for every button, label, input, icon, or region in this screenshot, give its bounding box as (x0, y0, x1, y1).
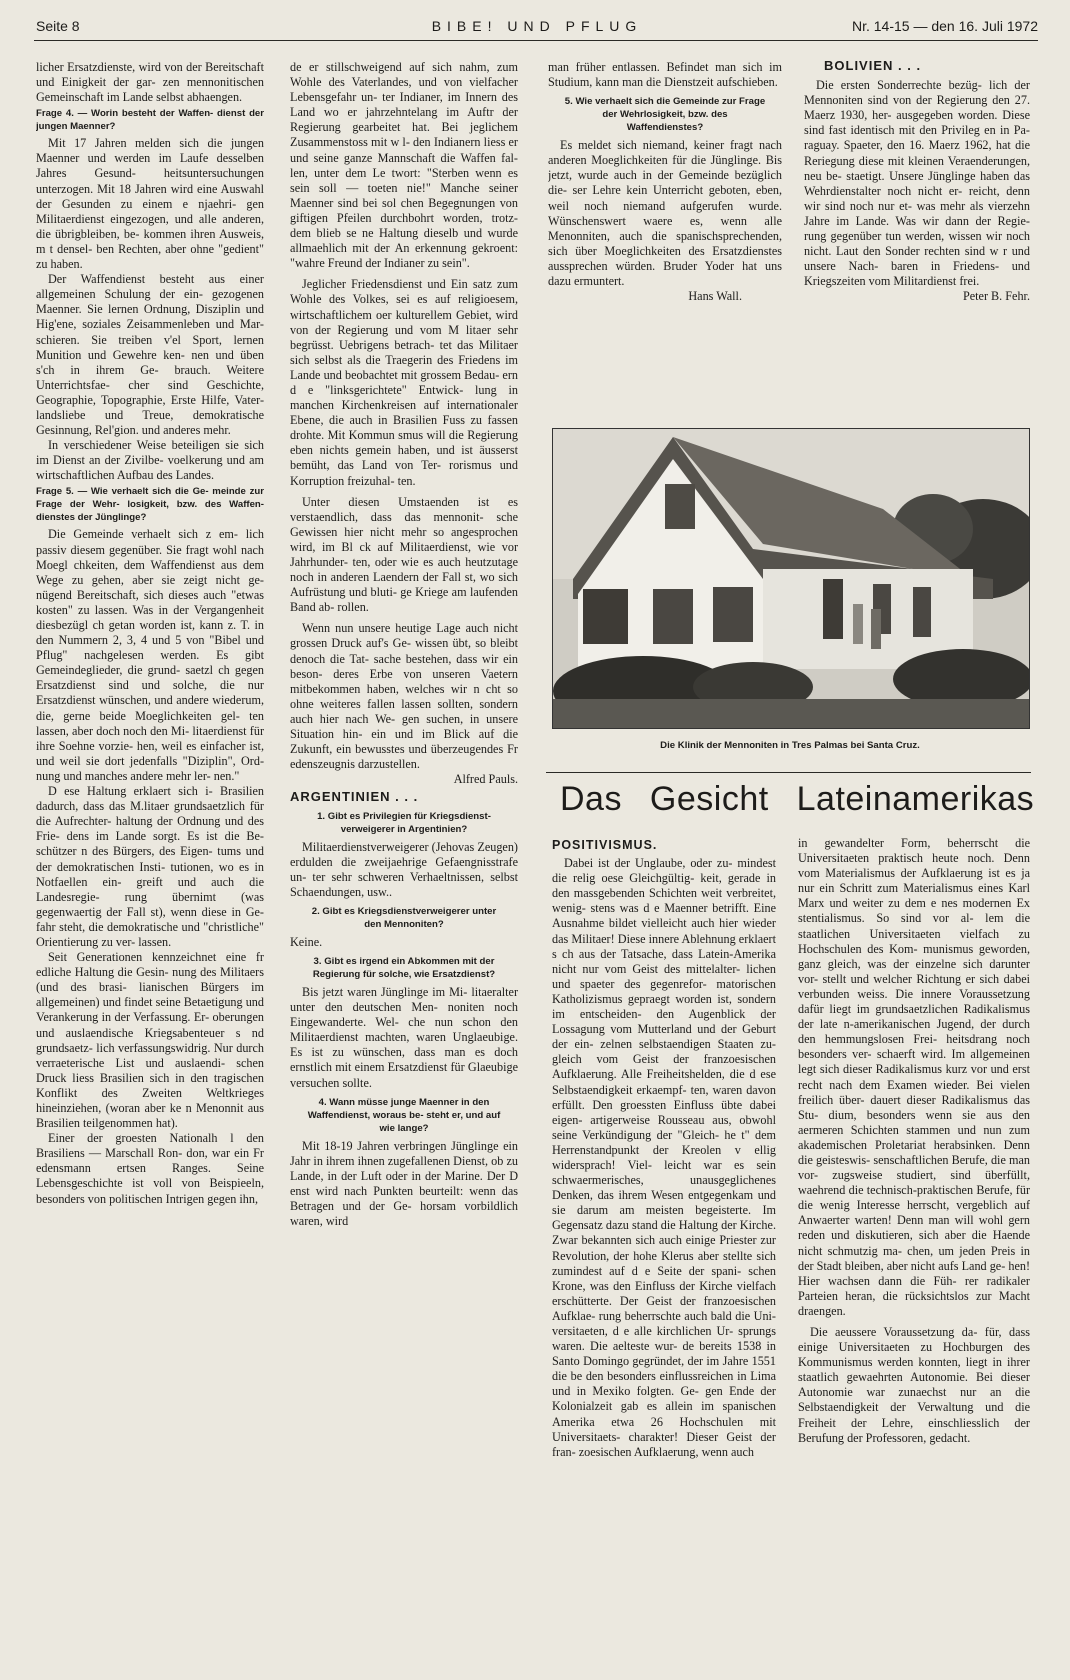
question-heading: 1. Gibt es Privilegien für Kriegsdienst- verweigerer in Argentinien? (317, 810, 491, 835)
paragraph: Die ersten Sonderrechte bezüg- lich der Mennoniten sind von der Regierung den 27. Maerz 1930, her- ausgegeben worden. Diese sind fast identisch mit den Privileg en in Pa- raguay. Spaeter, den 16. Maerz 1962, hat die Reriegung diese mit kleinen Veraenderungen, neu be- staetigt. Unsere Jünglinge haben das Wehrdienstalter noch nicht er- reicht, denn wir sind noch nur et- was mehr als vierzehn Jahre im Lande. Was wir dann der Regie- rung gegenüber tun werden, wissen wir noch nicht. Laut den Sonder rechten sind w r und unsere Nach- baren in Friedens- und Kriegszeiten vom Militardienst frei. (804, 78, 1030, 289)
section-heading-argentinien: ARGENTINIEN . . . (290, 789, 419, 805)
paragraph: man früher entlassen. Befindet man sich im Studium, kann man die Dienstzeit aufschieben. (548, 60, 782, 90)
question-heading: 5. Wie verhaelt sich die Gemeinde zur Frage der Wehrlosigkeit, bzw. des Waffendienstes? (564, 96, 766, 134)
paragraph: Die Gemeinde verhaelt sich z em- lich passiv diesem gegenüber. Sie fragt wohl nach Moegl chkeiten, dem Waffendienst aus dem Wege zu gehen, aber sie zeigt nicht ge- nügend Bereitschaft, sich dieses auch "etwas kosten" zu lassen. Was in der Vergangenheit diesbezügl ch getan worden ist, kann z. T. in den Nummern 2, 3, 4 und 5 von "Bibel und Pflug" nachgelesen werden. Es gibt Gemeindeglieder, die grund- saetzl ch gegen Ersatzdienst sind und solche, die nur Ersatzdienst wünschen, und andere wiederum, die, gerne beide Moeglichkeiten gel- ten lassen, aber doch noch den Mi- litaerdienst für ihre Soehne vorzie- hen, weil es einfacher ist, und weil sie dort jedenfalls "Diziplin", Ord- nung und manches andere mehr ler- nen." (36, 527, 264, 783)
column-4-upper (804, 56, 1030, 416)
paragraph: Jeglicher Friedensdienst und Ein satz zum Wohle des Volkes, sei es auf religioesem, wirtschaftlichem oer kulturellem Gebiet, wird von der Regierung und vom M litaer sehr begrüsst. Uebrigens betrach- tet das Militaer sich selbst als die Traegerin des Friedens im Lande und beobachtet mit grossem Bedau- ern d e "linksgerichtete" Entwick- lung in manchen Kirchenkreisen auf internationaler Ebene, die auch in Brasilien Fuss zu fassen drohte. Mit Kommun smus will die Regierung eben nichts gemein haben, und ist äusserst bemüht, das Land von Ter- rorismus und Korruption freizuhal- ten. (290, 277, 518, 488)
paragraph: In verschiedener Weise beteiligen sie sich im Dienst an der Zivilbe- voelkerung und am wirtschaftlichen Aufbau des Landes. (36, 438, 264, 483)
article-divider (546, 772, 1031, 773)
paragraph: Einer der groesten Nationalh l den Brasiliens — Marschall Ron- don, war ein Fr edensmann ertsen Ranges. Seine Lebensgeschichte ist voll von Beispieeln, besonders von politischen Intrigen gegen ihn, (36, 1131, 264, 1206)
question-heading: 2. Gibt es Kriegsdienstverweigerer unter den Mennoniten? (311, 905, 497, 930)
paragraph: Unter diesen Umstaenden ist es verstaendlich, dass das mennonit- sche Gewissen hier nicht mehr so angesprochen wird, im Bl ck auf Militaerdienst, wie vor Jahrhunder- ten, oder wie es auch heutzutage noch in anderen Laendern der Fall st, wo sich Aufrüstung und bluti- ge Kriege am laufenden Band ab- rollen. (290, 494, 518, 615)
question-heading: Frage 4. — Worin besteht der Waffen- dienst der jungen Maenner? (36, 108, 264, 133)
paragraph: Keine. (290, 934, 323, 949)
paragraph: D ese Haltung erklaert sich i- Brasilien dadurch, dass das M.litaer grundsaetzlich für die Aufrechter- haltung der Ordnung und des Frie- dens im Lande sorgt. Es ist die Be- schützer n des Bürgers, des Eigen- tums und der demokratischen Insti- tutionen, wo es in Notfaellen ein- greift und auch die Landesregie- rung übernimt (was gegenwaertig der Fall st), wenn diese in Ge- fahr steht, die demokratische und "christliche" Orientierung zu ver- lassen. (36, 784, 264, 949)
paragraph: Bis jetzt waren Jünglinge im Mi- litaeralter unter den deutschen Men- noniten noch Eingewanderte. Wel- che nun schon den Militaerdienst machten, waren Unglaeubige. Es ist zu wünschen, dass man es doch ernstlich mit einem Ersatzdienst für Glaeubige versuchen sollte. (290, 984, 518, 1090)
page-header (36, 18, 1038, 40)
paragraph: Mit 18-19 Jahren verbringen Jünglinge ein Jahr in ihrem ihnen zugefallenen Dienst, ob zu Lande, in der Luft oder in der Marine. Der D enst wird nach Punkten beurteilt: wenn das Betragen und der Ge- horsam vorbildlich waren, wird (290, 1138, 518, 1229)
paragraph: Seit Generationen kennzeichnet eine fr edliche Haltung die Gesin- nung des Militaers (und des brasi- lianischen Bürgers im allgemeinen) und findet seine Betaetigung und Verankerung in der Verfassung. Er- oberungen und auslaendische Kriegsabenteuer s nd grundsaetz- lich verfassungswidrig. Nur durch verraeterische List und auslaendi- schen Druck liess Brasilien sich in den tragischen Konflikt des Zweiten Weltkrieges hineinziehen, (woran aber ke n Menonnit aus Brasilien teilgenommen hat). (36, 950, 264, 1131)
issue-date: Nr. 14-15 — den 16. Juli 1972 (851, 18, 1038, 34)
question-heading: Frage 5. — Wie verhaelt sich die Ge- meinde zur Frage der Wehr- losigkeit, bzw. des Waffen- dienstes der Jünglinge? (36, 486, 264, 524)
publication-title: BIBE! UND PFLUG (431, 18, 643, 34)
header-rule (34, 40, 1038, 41)
section-heading-bolivien: BOLIVIEN . . . (824, 58, 922, 73)
paragraph: Dabei ist der Unglaube, oder zu- mindest die relig oese Gleichgültig- keit, gerade in den massgebenden Schichten weit verbreitet, wenig- stens was d e Maenner betrifft. Eine Ausnahme bildet vielleicht auch hier wieder das Militaer! Diese innere Ablehnung erklaert s ch aus der Tatsache, dass Latein-Amerika nicht nur vom Geist des mittelalter- lichen und spaeter des gegenrefor- matorischen Katholizismus gepraegt worden ist, sondern im entscheiden- den Augenblick der Lossagung vom Mutterland und der Geburt der ein- zelnen selbstaendigen Staaten zu- gleich vom Geist der franzoesischen Aufklaerung. Alle Freiheitshelden, die d ese Selbstaendigkeit erkaempf- ten, waren davon erfüllt. Den groessten Einfluss übte dabei eigen- artigerweise Rousseau aus, obwohl seine Verkündigung der "Gleich- he t" dem Herrenstandpunkt der Kreolen v ellig widersprach! Viel- leicht war es sein schwaermerisches, unausgeglichenes Denken, das ihrem Wesen entgegenkam und sie darum am meisten begeisterte. Im Gegensatz dazu stand die Haltung der Kirche. Zwar bekannten sich auch einige Priester zur Revolution, der hohe Klerus aber stellte sich zumindest auf d e Seite der spani- schen Krone, was den Einfluss der Kirche vielfach erschütterte. Der Geist der franzoesischen Aufklae- rung beherrschte auch bald die Uni- versitaeten, d e alle kirchlichen Ur- sprungs waren. Die aelteste wur- de bereits 1538 in Santo Domingo gegründet, der im Jahre 1551 die be den besonders einflussreichen in Lima und in Mexiko folgten. Ge- gen Ende der Kolonialzeit gab es allein im spanischen Amerika etwa 26 Hochschulen mit Universitaets- charakter! Dieser Geist der fran- zoesischen Aufklaerung, wenn auch (552, 856, 776, 1459)
column-2 (290, 60, 518, 1672)
paragraph: Die aeussere Voraussetzung da- für, dass einige Universitaeten zu Hochburgen des Kommunismus werden konnten, liegt in ihrer staatlich gewaehrten Autonomie. Bei dieser Autonomie war zunaechst nur an die Selbstaendigkeit der Verwaltung und die Freiheit der Lehre, einschliesslich der Berufung der Professoren, gedacht. (798, 1325, 1030, 1445)
paragraph: Mit 17 Jahren melden sich die jungen Maenner und werden im Laufe desselben Jahres Gesund- heitsuntersuchungen unterzogen. Mit 18 Jahren wird eine Auswahl der Gesunden zu einem e njaehri- gen Militaerdienst eingezogen, und alle anderen, die übrigbleiben, be- kommen ihren Ausweis, m t densel- ben Rechten, aber ohne "gedient" zu haben. (36, 136, 264, 272)
paragraph: Wenn nun unsere heutige Lage auch nicht grossen Druck auf's Ge- wissen übt, so bleibt denoch die Tat- sache bestehen, dass wir ein beson- deres Erbe von unseren Vaetern mitbekommen haben, welches wir n cht so ohne weiteres fallen lassen sollten, sondern auch hier nach We- gen suchen, in unsere Situation hin- ein und im Blick auf die Zukunft, ein bewusstes und überzeugendes Fr edenszeugnis darzustellen. (290, 621, 518, 772)
paragraph: in gewandelter Form, beherrscht die Universitaeten praktisch heute noch. Denn vom Materialismus der Aufklaerung ist es ja nur ein Schritt zum Materialismus eines Karl Marx und weiter zu dem e nes modernen Ex stentialismus. So sind vor al- lem die staatlichen Universitaeten vielfach zu Hochschulen des Kom- munismus geworden, ganz gleich, was der einzelne sich darunter vor- stellt und welcher Richtung er sich dabei verbunden weiss. Die innere Voraussetzung dafür liegt im grundsaetzlichen Radikalismus der late n-amerikanischen Jugend, der durch den hemmungslosen Frei- heitsdrang noch besonders ver- schaerft wird. Im allgemeinen legt sich dieser Radikalismus kurz vor und erst recht nach dem Examen wieder. Bei vielen freilich über- dauert dieser Radikalismus das Stu- dium, besonders wenn sie aus den aermeren Schichten stammen und nun zum akademischen Proletariat herabsinken. Denn die geisteswis- senschaftlichen Berufe, die man vor- zugsweise studiert, sind überfüllt, waehrend die technisch-praktischen Berufe, für die wenig Interesse herrscht, vergeblich auf Anwaerter warten! Denn man will wohl gern reden und diskutieren, sich aber die Haende nicht schmutzig ma- chen, um jeden Preis in der Stadt bleiben, aber nicht aufs Land ge- hen! Hier wachsen dann die Füh- rer radikaler Parteien heran, die rücksichtslos zur Macht draengen. (798, 836, 1030, 1318)
article-subheading: POSITIVISMUS. (552, 838, 658, 852)
signature: Alfred Pauls. (453, 772, 518, 787)
column-1 (36, 60, 264, 1672)
question-heading: 4. Wann müsse junge Maenner in den Waffendienst, woraus be- steht er, und auf wie lange? (307, 1096, 501, 1134)
signature: Hans Wall. (688, 289, 742, 304)
clinic-photo (552, 428, 1030, 729)
paragraph: Der Waffendienst besteht aus einer allgemeinen Schulung der ein- gezogenen Maenner. Sie lernen Ordnung, Disziplin und Hig'ene, soziales Zeisammenleben und Mar- schieren. Sie treiben v'el Sport, lernen Munition und Gewehre ken- nen und üben s'ch in ihrem Ge- brauch. Weitere Unterrichtsfae- cher sind Geschichte, Geographie, Topographie, Erste Hilfe, Vater- landsliebe und Treue, demokratische Gesinnung, Rel'gion. und anderes mehr. (36, 272, 264, 438)
page-number: Seite 8 (36, 18, 80, 34)
article-column-2 (798, 836, 1030, 1672)
signature: Peter B. Fehr. (962, 289, 1030, 304)
photo-caption: Die Klinik der Mennoniten in Tres Palmas bei Santa Cruz. (660, 740, 920, 751)
paragraph: Es meldet sich niemand, keiner fragt nach anderen Moeglichkeiten für die Jünglinge. Bis jetzt, wurde auch in der Gemeinde bezüglich die- ser Lehre kein Unterricht geboten, eben, weil noch niemand aufgerufen wurde. Wünschenswert waere es, wenn alle Menonniten, auch die spanischsprechenden, sich über Moeglichkeiten des Ersatzdienstes aussprechen würden. Bruder Yoder hat uns dazu ermuntert. (548, 138, 782, 289)
article-headline: Das Gesicht Lateinamerikas (560, 780, 1035, 818)
paragraph: de er stillschweigend auf sich nahm, zum Wohle des Vaterlandes, und von vielfacher Lebensgefahr un- ter Indianer, im Innern des Land wo er jahrzehntelang im Auftr der Regierung gearbeitet hat. Bei jeglichem Zusammenstoss mit w l- den Indianern liess er und seine ganze Mannschaft die Waffen fal- len, unter dem Le twort: "Sterben wenn es sein soll — toeten nie!" Manche seiner Maenner sind bei sol chen Begegnungen von giftigen Pfeilen durchbohrt worden, trotz- dem blieb se ne Haltung dieselb und wurde allmaehlich mit der An erkennung gekroent: "wahre Freund der Indianer zu sein". (290, 60, 518, 271)
paragraph: Militaerdienstverweigerer (Jehovas Zeugen) erdulden die zweijaehrige Gefaengnisstrafe un- ter sehr schweren Verhaeltnissen, selbst Schaendungen, usw.. (290, 839, 518, 899)
paragraph: licher Ersatzdienste, wird von der Bereitschaft und Einigkeit der gar- zen mennonitischen Gemeinschaft im Lande selbst abhaengen. (36, 60, 264, 105)
question-heading: 3. Gibt es irgend ein Abkommen mit der Regierung für solche, wie Ersatzdienst? (312, 955, 496, 980)
column-3-upper (548, 60, 782, 410)
article-column-1 (552, 836, 776, 1672)
